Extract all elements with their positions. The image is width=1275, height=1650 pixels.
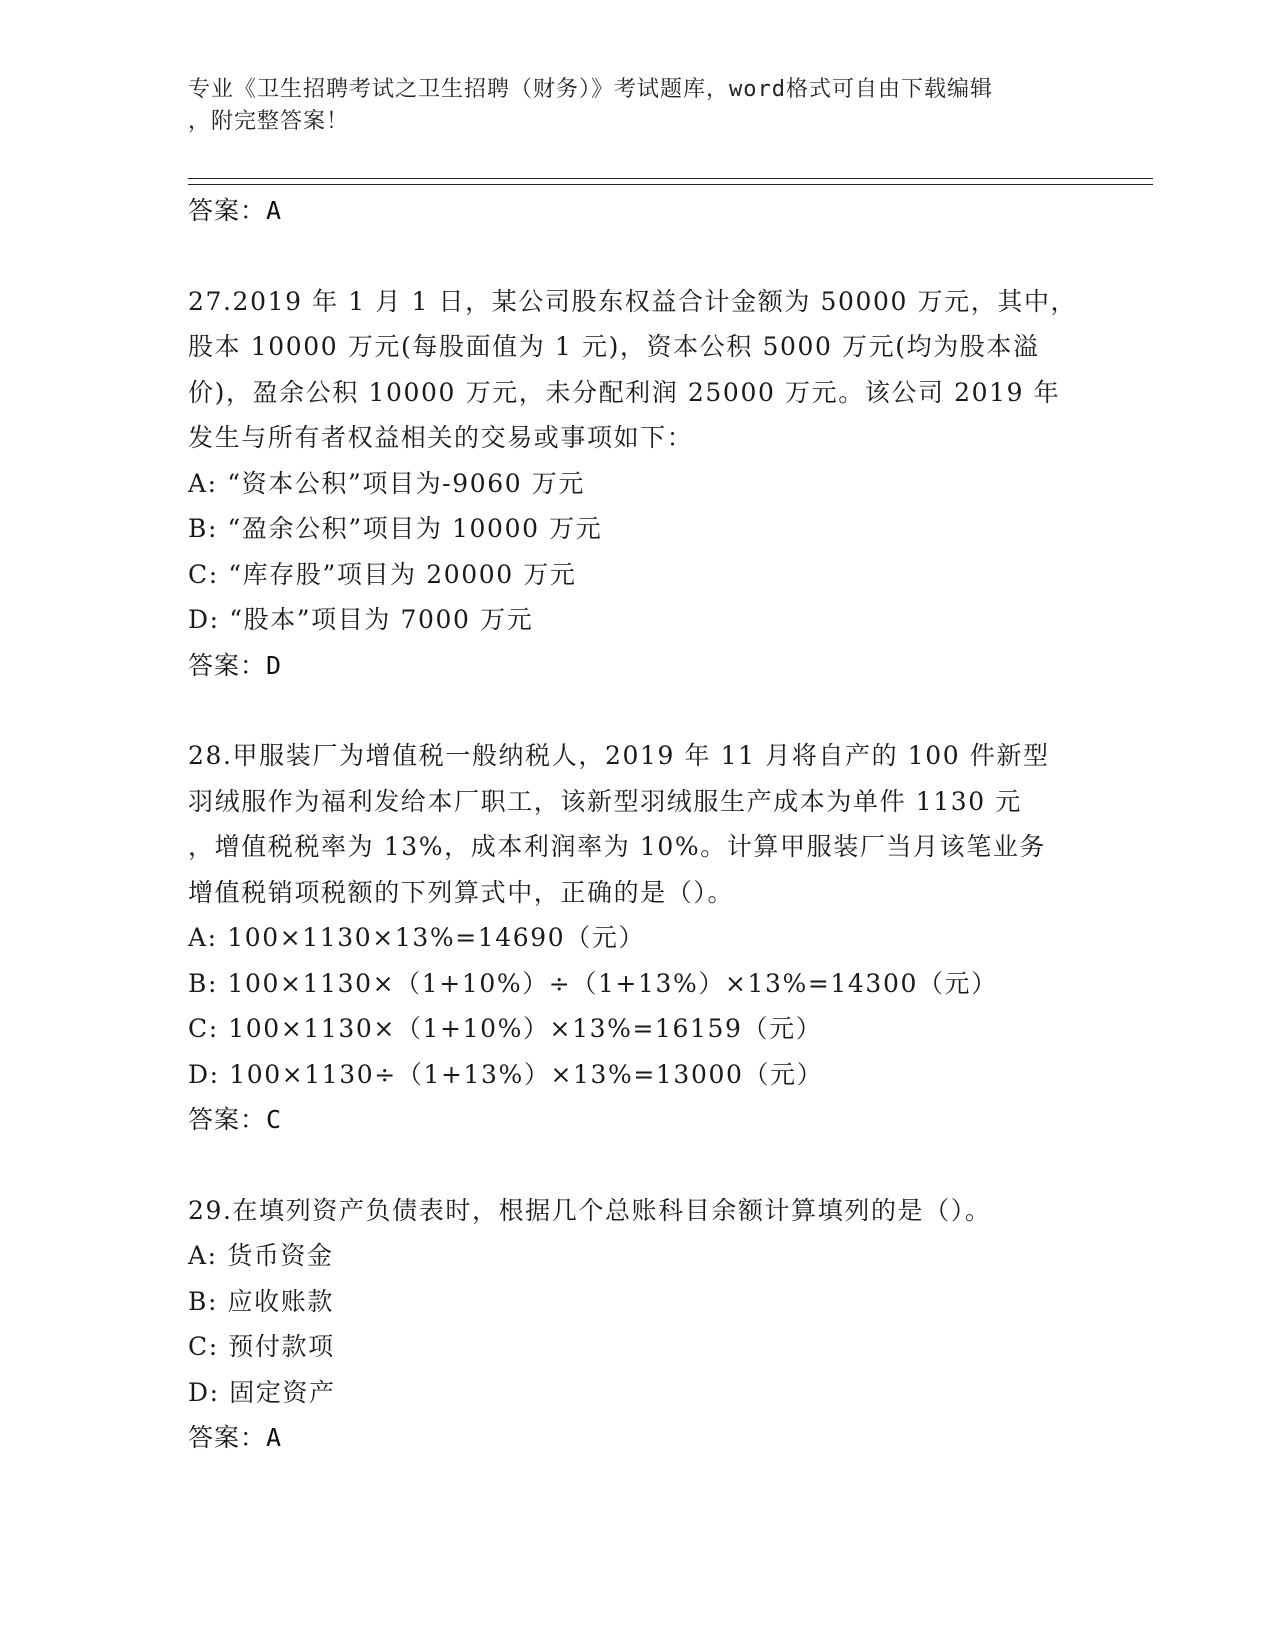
- header-divider-bottom: [188, 184, 1153, 185]
- page-header: [188, 74, 1088, 138]
- option-c: C: 100×1130×（1+10%）×13%=16159（元）: [188, 1014, 823, 1043]
- question-stem-line: 股本 10000 万元(每股面值为 1 元)，资本公积 5000 万元(均为股本溢: [188, 332, 1040, 361]
- question-stem-line: 增值税销项税额的下列算式中，正确的是（）。: [188, 877, 735, 907]
- question-stem-line: 27.2019 年 1 月 1 日，某公司股东权益合计金额为 50000 万元，其中，: [188, 286, 1078, 316]
- option-b: B: 应收账款: [188, 1286, 334, 1316]
- option-a: A: “资本公积”项目为-9060 万元: [188, 468, 586, 498]
- option-a: A: 100×1130×13%=14690（元）: [188, 923, 646, 952]
- question-27: [188, 279, 1088, 689]
- option-d: D: 100×1130÷（1+13%）×13%=13000（元）: [188, 1059, 824, 1089]
- header-line-2: ，附完整答案！: [188, 109, 350, 134]
- answer-line: 答案：A: [188, 196, 283, 225]
- answer-line: 答案：C: [188, 1105, 283, 1134]
- answer-line: 答案：D: [188, 650, 283, 680]
- question-29: [188, 1188, 1088, 1461]
- question-28: [188, 733, 1088, 1143]
- question-stem-line: ，增值税税率为 13%，成本利润率为 10%。计算甲服装厂当月该笔业务: [188, 832, 1047, 861]
- question-stem-line: 发生与所有者权益相关的交易或事项如下：: [188, 423, 694, 452]
- header-line-1: 专业《卫生招聘考试之卫生招聘（财务）》考试题库，word格式可自由下载编辑: [188, 77, 993, 102]
- question-stem-line: 28.甲服装厂为增值税一般纳税人，2019 年 11 月将自产的 100 件新型: [188, 741, 1050, 770]
- document-body: [188, 188, 1088, 1461]
- question-stem-line: 羽绒服作为福利发给本厂职工，该新型羽绒服生产成本为单件 1130 元: [188, 786, 1022, 816]
- option-b: B: “盈余公积”项目为 10000 万元: [188, 514, 603, 543]
- option-c: C: “库存股”项目为 20000 万元: [188, 559, 577, 589]
- option-b: B: 100×1130×（1+10%）÷（1+13%）×13%=14300（元）: [188, 968, 998, 998]
- option-d: D: 固定资产: [188, 1377, 336, 1407]
- header-divider-top: [188, 178, 1153, 179]
- option-d: D: “股本”项目为 7000 万元: [188, 605, 534, 634]
- answer-line: 答案：A: [188, 1423, 283, 1452]
- option-c: C: 预付款项: [188, 1332, 335, 1361]
- option-a: A: 货币资金: [188, 1241, 334, 1270]
- question-stem-line: 29.在填列资产负债表时，根据几个总账科目余额计算填列的是（）。: [188, 1195, 992, 1225]
- question-stem-line: 价)，盈余公积 10000 万元，未分配利润 25000 万元。该公司 2019 年: [188, 377, 1061, 407]
